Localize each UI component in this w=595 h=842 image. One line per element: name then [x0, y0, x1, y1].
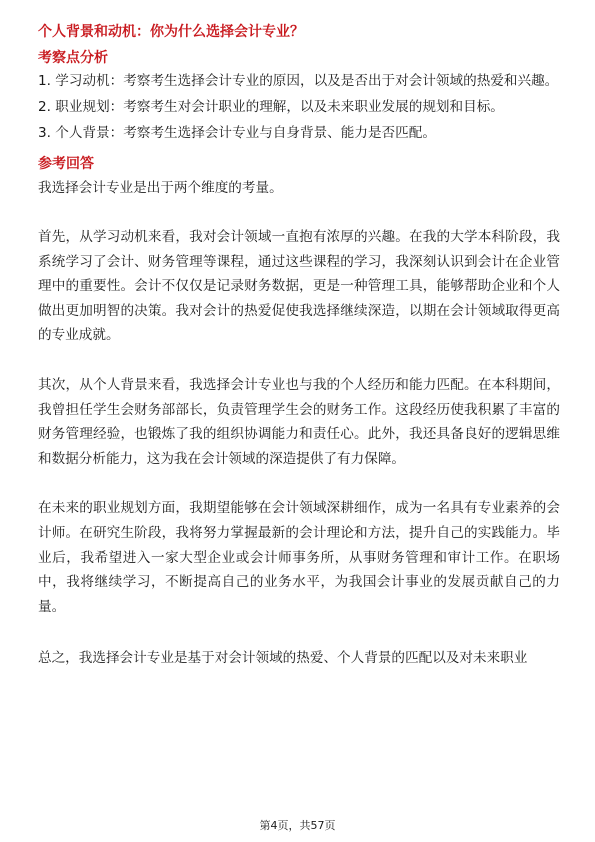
answer-intro: 我选择会计专业是出于两个维度的考量。: [38, 180, 283, 196]
answer-paragraph: 总之，我选择会计专业是基于对会计领域的热爱、个人背景的匹配以及对未来职业: [38, 650, 528, 667]
analysis-points: [38, 69, 560, 145]
page-footer: 第4页，共57页: [259, 819, 336, 832]
analysis-point: 2. 职业规划：考察考生对会计职业的理解，以及未来职业发展的规划和目标。: [38, 99, 504, 115]
document-page: [38, 22, 560, 671]
answer-paragraph: 在未来的职业规划方面，我期望能够在会计领域深耕细作，成为一名具有专业素养的会计师。在研究生阶段，我将努力掌握最新的会计理论和方法，提升自己的实践能力。毕业后，我希望进入一家大型企业或会计师事务所，从事财务管理和审计工作。在职场中，我将继续学习，不断提高自己的业务水平，为我国会计事业的发展贡献自己的力量。: [38, 500, 560, 615]
analysis-point: 1. 学习动机：考察考生选择会计专业的原因，以及是否出于对会计领域的热爱和兴趣。: [38, 73, 559, 89]
answer-heading: 参考回答: [38, 156, 94, 172]
question-title: 个人背景和动机：你为什么选择会计专业？: [38, 24, 304, 40]
answer-paragraph: 首先，从学习动机来看，我对会计领域一直抱有浓厚的兴趣。在我的大学本科阶段，我系统学习了会计、财务管理等课程，通过这些课程的学习，我深刻认识到会计在企业管理中的重要性。会计不仅仅是记录财务数据，更是一种管理工具，能够帮助企业和个人做出更加明智的决策。我对会计的热爱促使我选择继续深造，以期在会计领域取得更高的专业成就。: [38, 229, 560, 344]
analysis-point: 3. 个人背景：考察考生选择会计专业与自身背景、能力是否匹配。: [38, 125, 436, 141]
analysis-heading: 考察点分析: [38, 50, 108, 66]
answer-paragraph: 其次，从个人背景来看，我选择会计专业也与我的个人经历和能力匹配。在本科期间，我曾担任学生会财务部部长，负责管理学生会的财务工作。这段经历使我积累了丰富的财务管理经验，也锻炼了我的组织协调能力和责任心。此外，我还具备良好的逻辑思维和数据分析能力，这为我在会计领域的深造提供了有力保障。: [38, 376, 560, 467]
